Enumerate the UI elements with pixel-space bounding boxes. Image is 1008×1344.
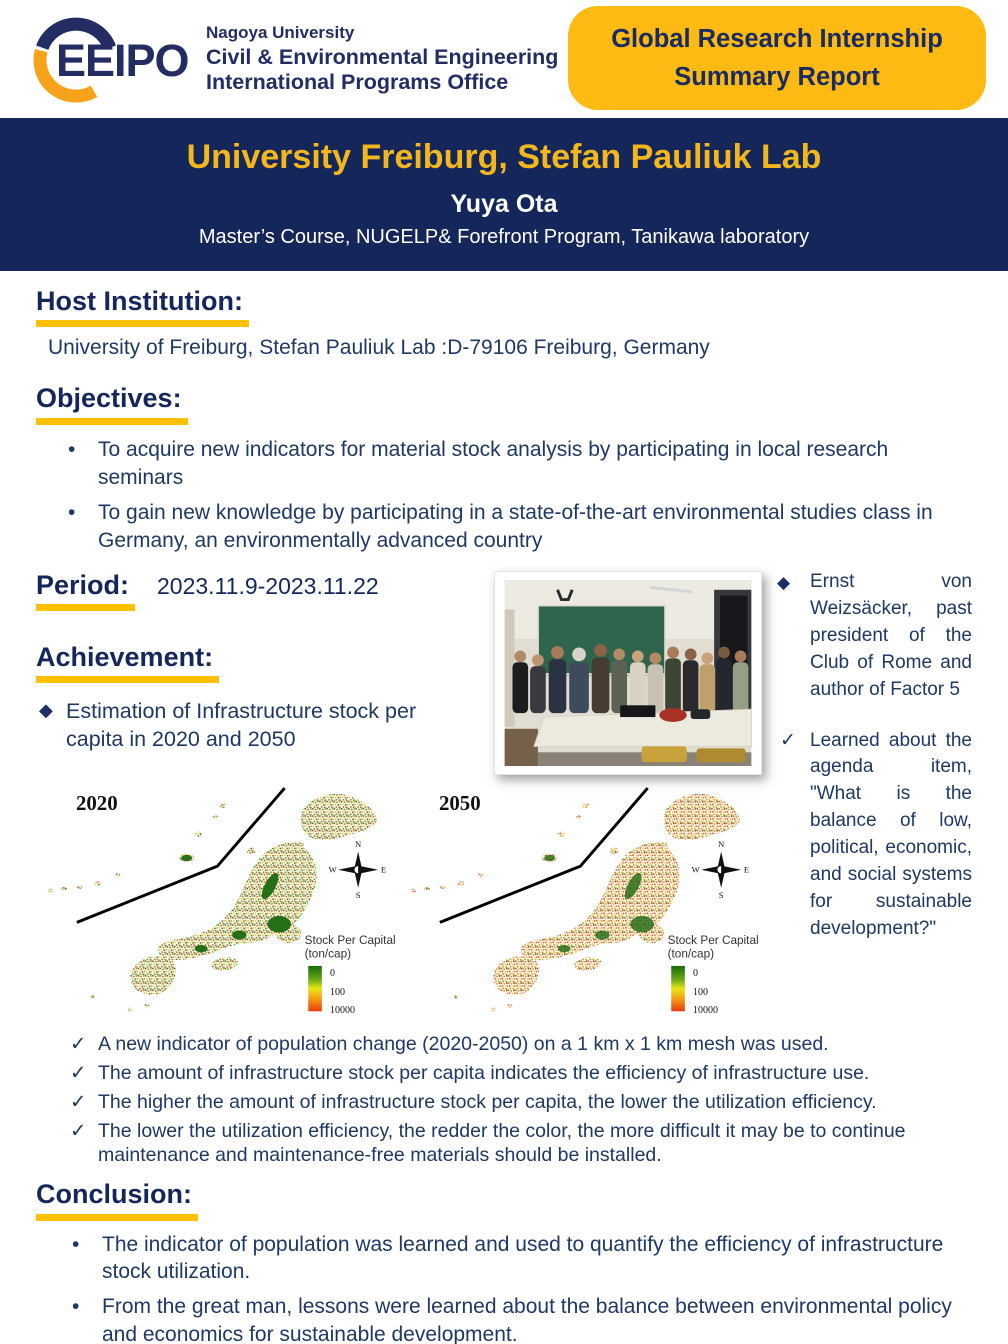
svg-text:(ton/cap): (ton/cap) [667,947,715,961]
logo-acronym: EEIPO [56,35,189,86]
period-value: 2023.11.9-2023.11.22 [157,572,379,599]
japan-map-2050 [399,779,762,1024]
section-conclusion [36,1178,972,1344]
chair [642,746,687,762]
finding-item: ✓ The amount of infrastructure stock per capita indicates the efficiency of infrastructure use. [36,1061,972,1086]
host-text: University of Freiburg, Stefan Pauliuk Lab :D-79106 Freiburg, Germany [48,336,710,360]
svg-text:10000: 10000 [693,1004,718,1016]
map-legend [668,934,759,1016]
right-check-item: ✓ Learned about the agenda item, "What is the balance of low, political, economic, and social systems for sustainable development?" [776,728,972,944]
svg-text:N: N [718,838,725,849]
map-year-label: 2050 [438,790,481,815]
eeipo-logo [24,8,558,110]
author-affiliation: Master’s Course, NUGELP& Forefront Program, Tanikawa laboratory [198,226,810,248]
finding-item: ✓ The lower the utilization efficiency, the redder the color, the more difficult it may be to continue maintenance and maintenance-free materials should be installed. [36,1119,972,1169]
org-name-block [206,23,558,96]
content [0,285,1008,1344]
mid-left [36,569,762,1024]
section-objectives [36,382,972,554]
objective-item: • To acquire new indicators for material stock analysis by participating in local research seminars [36,436,972,491]
badge-line-2: Summary Report [674,63,880,91]
svg-text:0: 0 [330,967,336,979]
section-host-institution [36,285,972,360]
maps-row [36,779,762,1024]
group-photo-illustration [503,580,753,766]
japan-map-2020 [36,779,399,1024]
svg-text:10000: 10000 [330,1004,355,1016]
conclusion-item: • From the great man, lessons were learned about the balance between environmental policy and economics for sustainable development. [36,1293,972,1344]
map-legend [305,934,396,1016]
right-column [762,569,972,1024]
svg-text:N: N [355,838,362,849]
org-line-2: Civil & Environmental Engineering [206,44,559,69]
mid-area [36,569,972,1024]
compass-rose-icon [692,839,750,900]
conclusion-heading: Conclusion: [36,1178,198,1220]
conclusion-list [36,1231,972,1344]
author-name: Yuya Ota [450,190,558,218]
svg-text:S: S [355,889,361,900]
svg-text:100: 100 [330,986,345,998]
host-heading: Host Institution: [36,285,249,327]
findings-list [36,1032,972,1169]
compass-rose-icon [329,839,387,900]
svg-text:Stock Per Capital: Stock Per Capital [667,933,759,947]
laptop [620,705,655,717]
achievement-heading: Achievement: [36,641,219,683]
svg-text:W: W [328,864,337,875]
page-title: University Freiburg, Stefan Pauliuk Lab [186,138,822,176]
period-heading: Period: [36,569,135,611]
red-bag [659,708,686,722]
period-achievement-block [36,569,494,775]
right-diamond-item: ◆ Ernst von Weizsäcker, past president of the Club of Rome and author of Factor 5 [776,569,972,704]
map-year-label: 2020 [75,790,118,815]
org-line-1: Nagoya University [206,22,355,42]
svg-text:W: W [691,864,700,875]
eeipo-logo-icon [24,8,196,110]
objectives-list [36,436,972,555]
badge-line-1: Global Research Internship [611,24,943,53]
finding-item: ✓ A new indicator of population change (2020-2050) on a 1 km x 1 km mesh was used. [36,1032,972,1057]
legend-gradient-bar [308,966,322,1011]
achievement-bullet: ◆ Estimation of Infrastructure stock per capita in 2020 and 2050 [36,698,476,754]
title-band [0,118,1008,271]
conclusion-item: • The indicator of population was learned and used to quantify the efficiency of infrastructure stock utilization. [36,1231,972,1286]
svg-text:S: S [718,889,724,900]
svg-text:E: E [380,864,387,875]
dark-bag [691,709,711,719]
objective-item: • To gain new knowledge by participating in a state-of-the-art environmental studies class in Germany, an environmentally advanced country [36,499,972,554]
mid-top [36,569,762,775]
svg-text:(ton/cap): (ton/cap) [304,947,352,961]
chair [697,748,746,762]
section-period [36,569,494,611]
section-achievement [36,641,494,683]
svg-text:Stock Per Capital: Stock Per Capital [304,933,396,947]
objectives-heading: Objectives: [36,382,188,424]
svg-text:100: 100 [693,986,708,998]
header [0,0,1008,118]
legend-gradient-bar [671,966,685,1011]
finding-item: ✓ The higher the amount of infrastructure stock per capita, the lower the utilization efficiency. [36,1090,972,1115]
org-line-3: International Programs Office [206,70,509,94]
svg-text:E: E [743,864,750,875]
svg-text:0: 0 [693,967,699,979]
report-type-badge [568,6,986,110]
group-photo [494,571,762,775]
